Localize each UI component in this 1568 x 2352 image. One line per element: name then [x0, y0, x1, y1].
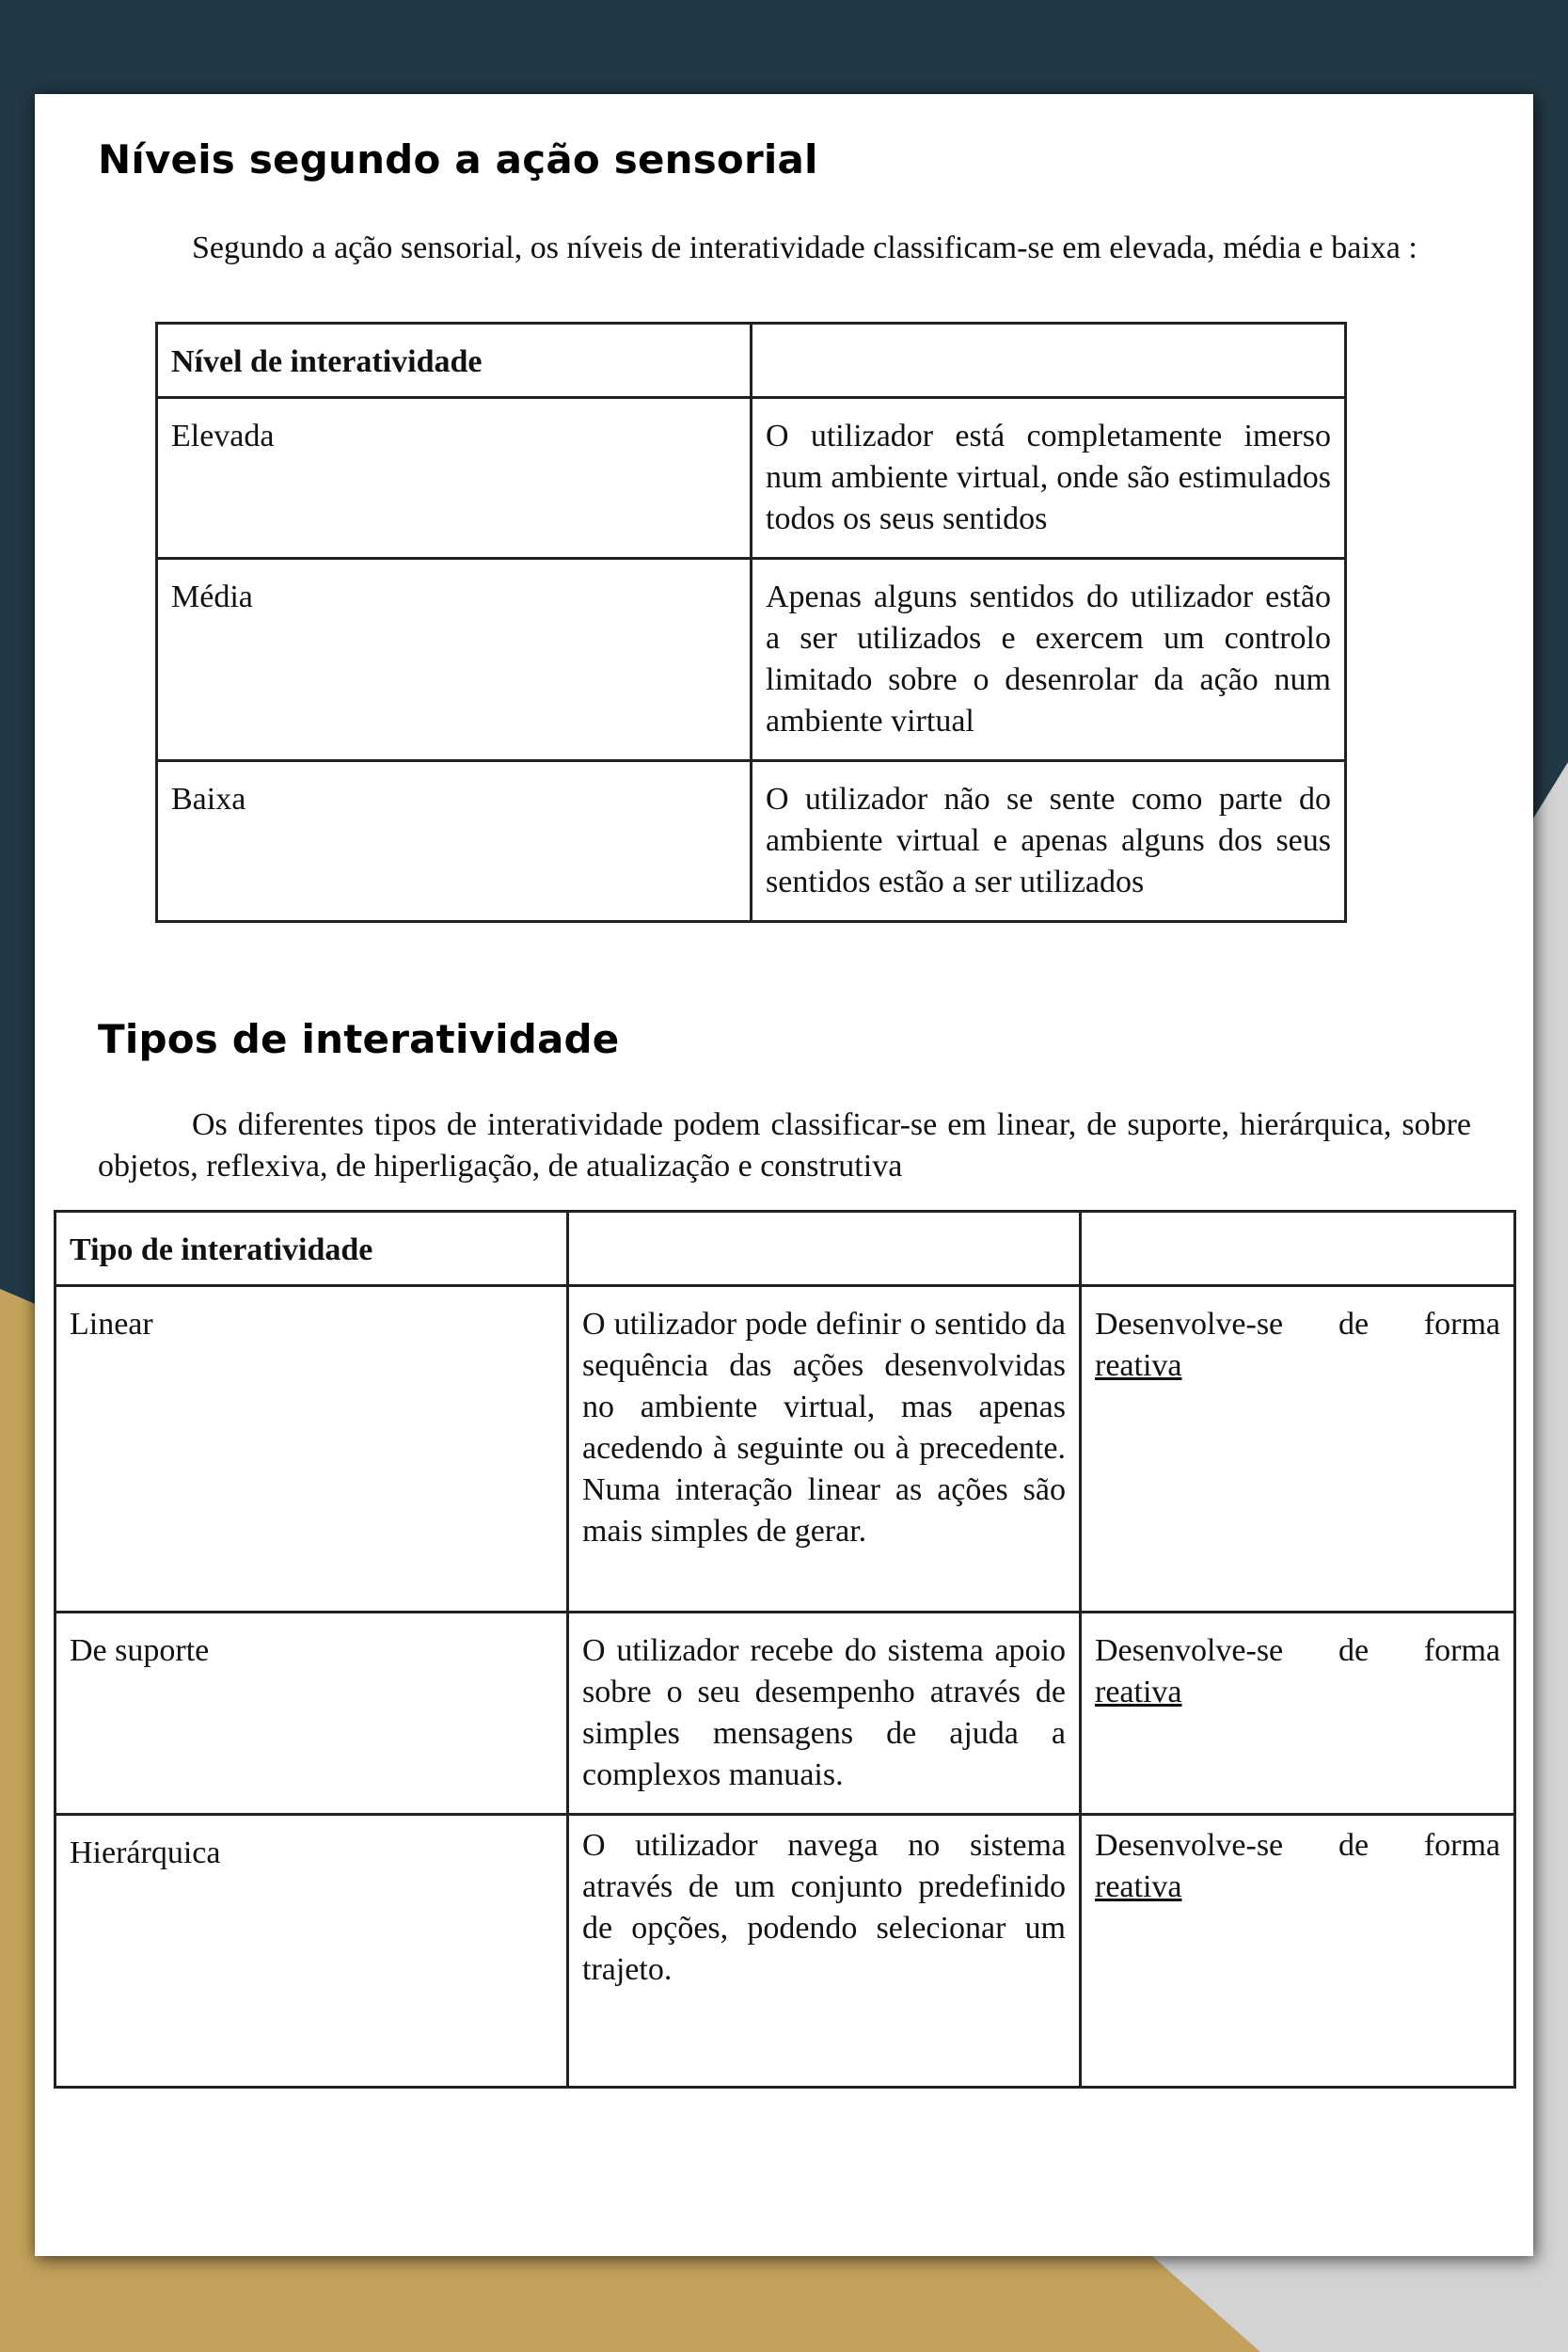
form-prefix: Desenvolve-se de forma [1095, 1307, 1500, 1342]
form-prefix: Desenvolve-se de forma [1095, 1828, 1500, 1863]
table-header-cell [568, 1212, 1081, 1286]
type-cell: De suporte [55, 1613, 568, 1815]
table-row [55, 1286, 1515, 1613]
level-cell: Elevada [157, 398, 752, 559]
type-cell: Hierárquica [55, 1815, 568, 2088]
table-header-cell [752, 324, 1346, 398]
form-word: reativa [1095, 1869, 1182, 1904]
type-form-cell [1081, 1613, 1515, 1815]
table-row [157, 398, 1346, 559]
table-row [157, 559, 1346, 761]
type-form-cell [1081, 1815, 1515, 2088]
type-description-cell: O utilizador pode definir o sentido da sequência das ações desenvolvidas no ambiente virtual, mas apenas acedendo à seguinte ou à precedente. Numa interação linear as ações são mais simples de gerar. [568, 1286, 1081, 1613]
table-header-cell [1081, 1212, 1515, 1286]
table-header-row [157, 324, 1346, 398]
level-description-cell: Apenas alguns sentidos do utilizador estão a ser utilizados e exercem um controlo limitado sobre o desenrolar da ação num ambiente virtual [752, 559, 1346, 761]
type-cell: Linear [55, 1286, 568, 1613]
type-description-cell: O utilizador navega no sistema através de um conjunto predefinido de opções, podendo selecionar um trajeto. [568, 1815, 1081, 2088]
types-table [54, 1210, 1516, 2089]
levels-table [155, 322, 1347, 923]
table-header-cell: Tipo de interatividade [55, 1212, 568, 1286]
level-description-cell: O utilizador está completamente imerso num ambiente virtual, onde são estimulados todos os seus sentidos [752, 398, 1346, 559]
table-header-cell: Nível de interatividade [157, 324, 752, 398]
table-row [55, 1613, 1515, 1815]
intro-paragraph-types: Os diferentes tipos de interatividade podem classificar-se em linear, de suporte, hierárquica, sobre objetos, reflexiva, de hiperligação, de atualização e construtiva [98, 1107, 1471, 1184]
form-word: reativa [1095, 1348, 1182, 1383]
section-heading-levels: Níveis segundo a ação sensorial [98, 136, 818, 183]
form-prefix: Desenvolve-se de forma [1095, 1633, 1500, 1668]
form-word: reativa [1095, 1675, 1182, 1709]
table-row [157, 761, 1346, 922]
type-description-cell: O utilizador recebe do sistema apoio sobre o seu desempenho através de simples mensagens de ajuda a complexos manuais. [568, 1613, 1081, 1815]
intro-paragraph-levels: Segundo a ação sensorial, os níveis de interatividade classificam-se em elevada, média e baixa : [192, 230, 1418, 265]
type-form-cell [1081, 1286, 1515, 1613]
level-description-cell: O utilizador não se sente como parte do ambiente virtual e apenas alguns dos seus sentidos estão a ser utilizados [752, 761, 1346, 922]
table-row [55, 1815, 1515, 2088]
section-heading-types: Tipos de interatividade [98, 1016, 620, 1062]
level-cell: Baixa [157, 761, 752, 922]
level-cell: Média [157, 559, 752, 761]
table-header-row [55, 1212, 1515, 1286]
document-page [35, 94, 1533, 2256]
